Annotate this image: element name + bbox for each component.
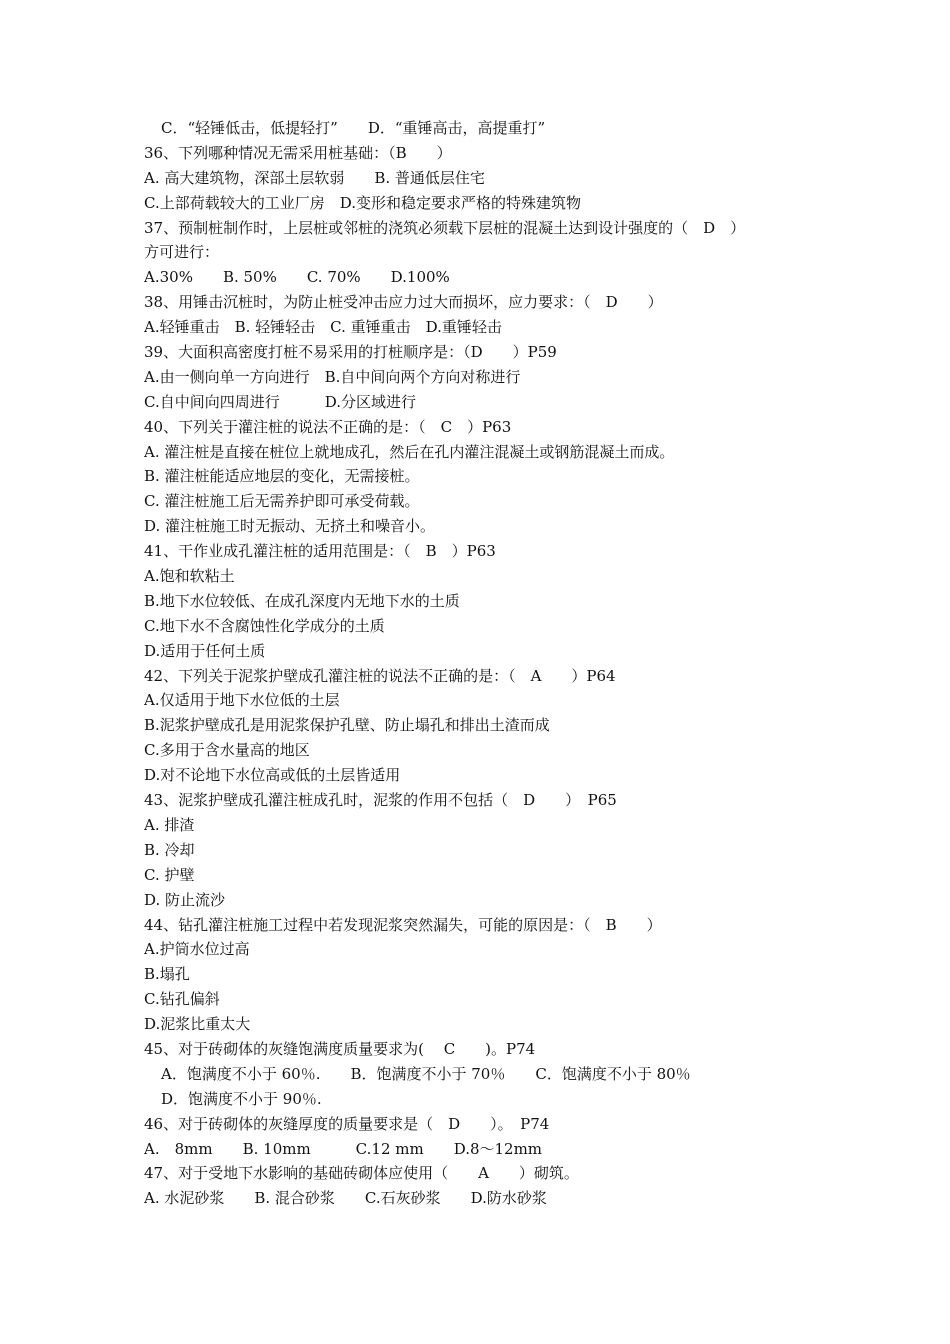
text-line: A. 8mm B. 10mm C.12 mm D.8～12mm [144, 1139, 543, 1158]
text-line: 45、对于砖砌体的灰缝饱满度质量要求为( C )。P74 [144, 1039, 536, 1058]
text-line: A. 水泥砂浆 B. 混合砂浆 C.石灰砂浆 D.防水砂浆 [144, 1189, 547, 1208]
text-line: 41、干作业成孔灌注桩的适用范围是：（ B ）P63 [144, 542, 496, 561]
text-line: 43、泥浆护壁成孔灌注桩成孔时，泥浆的作用不包括（ D ） P65 [144, 791, 617, 810]
text-line: 46、对于砖砌体的灰缝厚度的质量要求是（ D ）。 P74 [144, 1114, 550, 1133]
text-line: B. 灌注桩能适应地层的变化，无需接桩。 [144, 467, 420, 486]
text-line: D. 灌注桩施工时无振动、无挤土和噪音小。 [144, 517, 436, 536]
text-line: C.多用于含水量高的地区 [144, 741, 310, 760]
question-list [144, 116, 784, 1211]
text-line: C．“轻锤低击，低提轻打” D．“重锤高击，高提重打” [161, 119, 546, 137]
text-line: C. 灌注桩施工后无需养护即可承受荷载。 [144, 492, 420, 511]
text-line: A. 排渣 [144, 815, 195, 834]
text-line: C.地下水不含腐蚀性化学成分的土质 [144, 616, 385, 635]
text-line: 42、下列关于泥浆护壁成孔灌注桩的说法不正确的是：（ A ）P64 [144, 666, 616, 685]
text-line: A.护筒水位过高 [144, 940, 250, 959]
text-line: D. 防止流沙 [144, 890, 226, 909]
text-line: A.仅适用于地下水位低的土层 [144, 691, 340, 710]
text-line: C. 护壁 [144, 865, 195, 884]
text-line: 方可进行： [144, 243, 220, 262]
text-line: B. 冷却 [144, 840, 195, 859]
text-line: 36、下列哪种情况无需采用桩基础：（B ） [144, 143, 452, 162]
text-line: A. 灌注桩是直接在桩位上就地成孔，然后在孔内灌注混凝土或钢筋混凝土而成。 [144, 442, 675, 461]
text-line: C.上部荷载较大的工业厂房 D.变形和稳定要求严格的特殊建筑物 [144, 193, 581, 212]
text-line: C.钻孔偏斜 [144, 990, 220, 1009]
text-line: D.对不论地下水位高或低的土层皆适用 [144, 766, 401, 785]
text-line: A.饱和软粘土 [144, 567, 235, 586]
text-line: 44、钻孔灌注桩施工过程中若发现泥浆突然漏失，可能的原因是：（ B ） [144, 915, 662, 934]
text-line: 39、大面积高密度打桩不易采用的打桩顺序是：（D ）P59 [144, 343, 557, 362]
text-line: D.泥浆比重太大 [144, 1015, 251, 1034]
text-line: A. 高大建筑物，深部土层软弱 B. 普通低层住宅 [144, 168, 485, 187]
text-line: A．饱满度不小于 60％. B．饱满度不小于 70％ C．饱满度不小于 80％ [161, 1064, 691, 1083]
text-line: A.30% B. 50% C. 70% D.100% [144, 268, 450, 287]
text-line: B.塌孔 [144, 965, 190, 984]
text-line: B.泥浆护壁成孔是用泥浆保护孔壁、防止塌孔和排出土渣而成 [144, 716, 550, 735]
text-line: 37、预制桩制作时，上层桩或邻桩的浇筑必须载下层桩的混凝土达到设计强度的（ D ） [144, 218, 746, 237]
text-line: 38、用锤击沉桩时，为防止桩受冲击应力过大而损坏，应力要求：（ D ） [144, 293, 663, 312]
text-line: A.轻锤重击 B. 轻锤轻击 C. 重锤重击 D.重锤轻击 [144, 318, 502, 337]
text-line: D.适用于任何土质 [144, 641, 266, 660]
text-line: 40、下列关于灌注桩的说法不正确的是：（ C ）P63 [144, 417, 512, 436]
text-line: C.自中间向四周进行 D.分区域进行 [144, 392, 416, 411]
text-line: 47、对于受地下水影响的基础砖砌体应使用（ A ）砌筑。 [144, 1164, 579, 1183]
text-line: B.地下水位较低、在成孔深度内无地下水的土质 [144, 591, 460, 610]
text-line: A.由一侧向单一方向进行 B.自中间向两个方向对称进行 [144, 367, 521, 386]
text-line: D．饱满度不小于 90％. [161, 1089, 322, 1108]
